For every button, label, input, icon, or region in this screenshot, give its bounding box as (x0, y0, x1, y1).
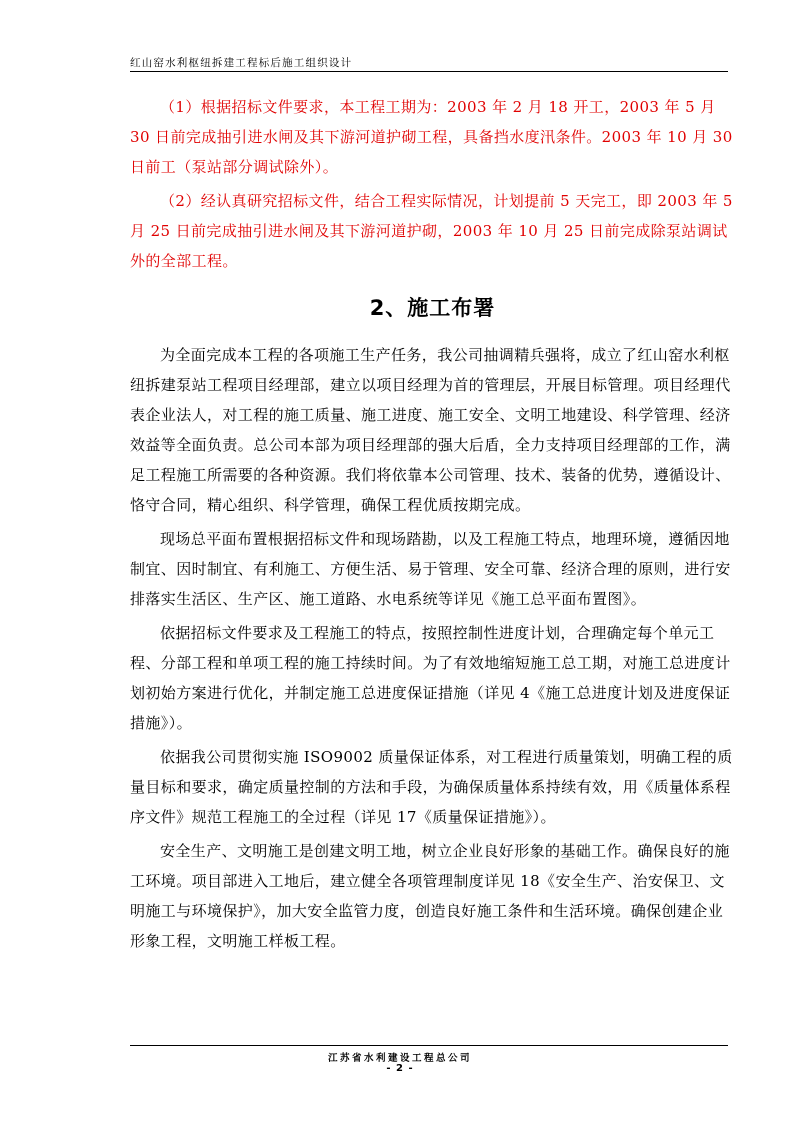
body-paragraph-5: 安全生产、文明施工是创建文明工地，树立企业良好形象的基础工作。确保良好的施工环境。项目部进入工地后，建立健全各项管理制度详见 18《安全生产、治安保卫、文明施工与环境保护》，加大安全监管力度，创造良好施工条件和生活环境。确保创建企业形象工程，文明施工样板工程。 (130, 842, 730, 950)
section-title: 2、施工布署 (369, 296, 496, 320)
schedule-paragraph-1: （1）根据招标文件要求，本工程工期为：2003 年 2 月 18 开工，2003 年 5 月 30 日前完成抽引进水闸及其下游河道护砌工程，具备挡水度汛条件。2003 年 10 月 30 日前工（泵站部分调试除外）。 (130, 98, 733, 176)
document-body (130, 92, 735, 956)
footer-divider (130, 1045, 728, 1046)
footer-company: 江苏省水利建设工程总公司 (327, 1053, 472, 1064)
page-header-title: 红山窑水利枢纽拆建工程标后施工组织设计 (130, 57, 353, 69)
body-paragraph-4: 依据我公司贯彻实施 ISO9002 质量保证体系，对工程进行质量策划，明确工程的质量目标和要求，确定质量控制的方法和手段，为确保质量体系持续有效，用《质量体系程序文件》规范工程施工的全过程（详见 17《质量保证措施》）。 (130, 748, 733, 826)
body-paragraph-2: 现场总平面布置根据招标文件和现场踏勘，以及工程施工特点，地理环境，遵循因地制宜、因时制宜、有利施工、方便生活、易于管理、安全可靠、经济合理的原则，进行安排落实生活区、生产区、施工道路、水电系统等详见《施工总平面布置图》。 (130, 530, 731, 608)
header-divider (130, 71, 728, 72)
schedule-paragraph-2: （2）经认真研究招标文件，结合工程实际情况，计划提前 5 天完工，即 2003 年 5 月 25 日前完成抽引进水闸及其下游河道护砌，2003 年 10 月 25 日前完成除泵站调试外的全部工程。 (130, 192, 733, 270)
body-paragraph-3: 依据招标文件要求及工程施工的特点，按照控制性进度计划，合理确定每个单元工程、分部工程和单项工程的施工持续时间。为了有效地缩短施工总工期，对施工总进度计划初始方案进行优化，并制定施工总进度保证措施（详见 4《施工总进度计划及进度保证措施》）。 (130, 624, 731, 732)
body-paragraph-1: 为全面完成本工程的各项施工生产任务，我公司抽调精兵强将，成立了红山窑水利枢纽拆建泵站工程项目经理部，建立以项目经理为首的管理层，开展目标管理。项目经理代表企业法人，对工程的施工质量、施工进度、施工安全、文明工地建设、科学管理、经济效益等全面负责。总公司本部为项目经理部的强大后盾，全力支持项目经理部的工作，满足工程施工所需要的各种资源。我们将依靠本公司管理、技术、装备的优势，遵循设计、恪守合同，精心组织、科学管理，确保工程优质按期完成。 (130, 346, 731, 514)
page-number: - 2 - (386, 1063, 414, 1074)
